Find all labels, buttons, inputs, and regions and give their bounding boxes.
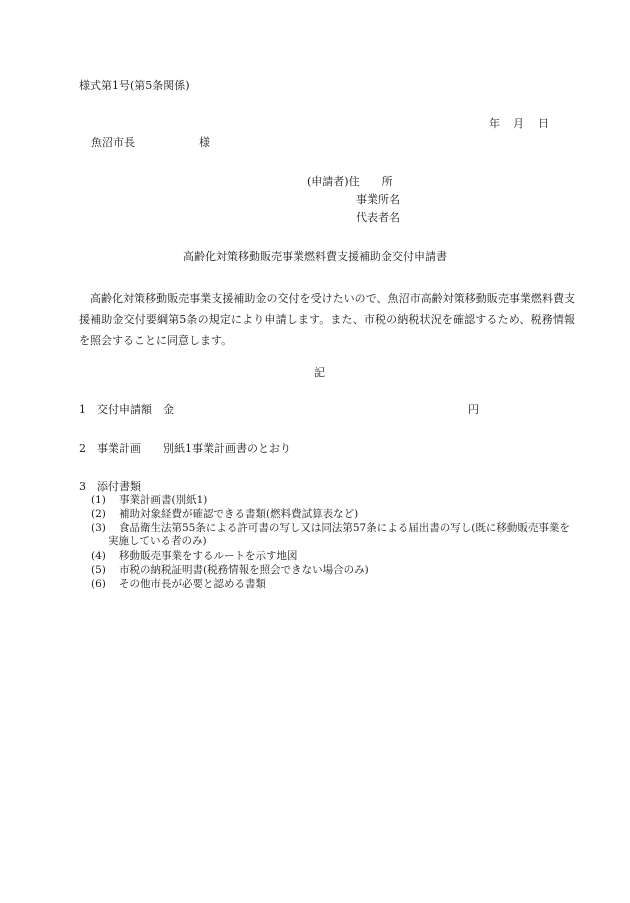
attachment-item-text: 食品衛生法第55条による許可書の写し又は同法第57条による届出書の写し(既に移動販売事業を実施している者のみ) xyxy=(108,522,570,547)
document-title: 高齢化対策移動販売事業燃料費支援補助金交付申請書 xyxy=(183,250,447,263)
date-day: 日 xyxy=(538,117,549,130)
attachment-item-text: 補助対象経費が確認できる書類(燃料費試算表など) xyxy=(119,508,359,520)
addressee-honorific: 様 xyxy=(199,136,210,149)
attachment-item-text: 事業計画書(別紙1) xyxy=(119,494,208,506)
attachment-item-num: (3) xyxy=(91,522,106,534)
attachment-item-4 xyxy=(91,550,577,563)
applicant-representative-label: 代表者名 xyxy=(356,211,400,224)
attachment-item-2 xyxy=(91,508,577,521)
attachment-item-num: (2) xyxy=(91,508,106,520)
attachment-item-text: その他市長が必要と認める書類 xyxy=(119,578,266,590)
ki-heading: 記 xyxy=(314,366,325,379)
attachment-item-num: (5) xyxy=(91,564,106,576)
form-number: 様式第1号(第5条関係) xyxy=(79,79,190,92)
attachment-item-6 xyxy=(91,578,577,591)
attachment-item-5 xyxy=(91,564,577,577)
attachment-item-num: (6) xyxy=(91,578,106,590)
section-1-label: 1 交付申請額 金 xyxy=(79,403,174,416)
attachment-item-num: (1) xyxy=(91,494,106,506)
date-month: 月 xyxy=(513,117,524,130)
date-year: 年 xyxy=(489,117,500,130)
attachment-item-1 xyxy=(91,494,577,507)
addressee-name: 魚沼市長 xyxy=(91,136,135,149)
applicant-address-label: (申請者)住 所 xyxy=(307,175,393,188)
body-paragraph: 高齢化対策移動販売事業支援補助金の交付を受けたいので、魚沼市高齢対策移動販売事業燃料費支援補助金交付要綱第5条の規定により申請します。また、市税の納税状況を確認するため、税務情報を照会することに同意します。 xyxy=(79,292,575,347)
attachment-item-num: (4) xyxy=(91,550,106,562)
attachment-item-3 xyxy=(91,522,577,547)
section-3-label: 3 添付書類 xyxy=(79,480,141,493)
section-1-unit: 円 xyxy=(468,403,479,416)
attachment-item-text: 市税の納税証明書(税務情報を照会できない場合のみ) xyxy=(119,564,369,576)
section-2-label: 2 事業計画 別紙1事業計画書のとおり xyxy=(79,442,291,455)
attachment-item-text: 移動販売事業をするルートを示す地図 xyxy=(119,550,298,562)
applicant-office-label: 事業所名 xyxy=(356,193,400,206)
